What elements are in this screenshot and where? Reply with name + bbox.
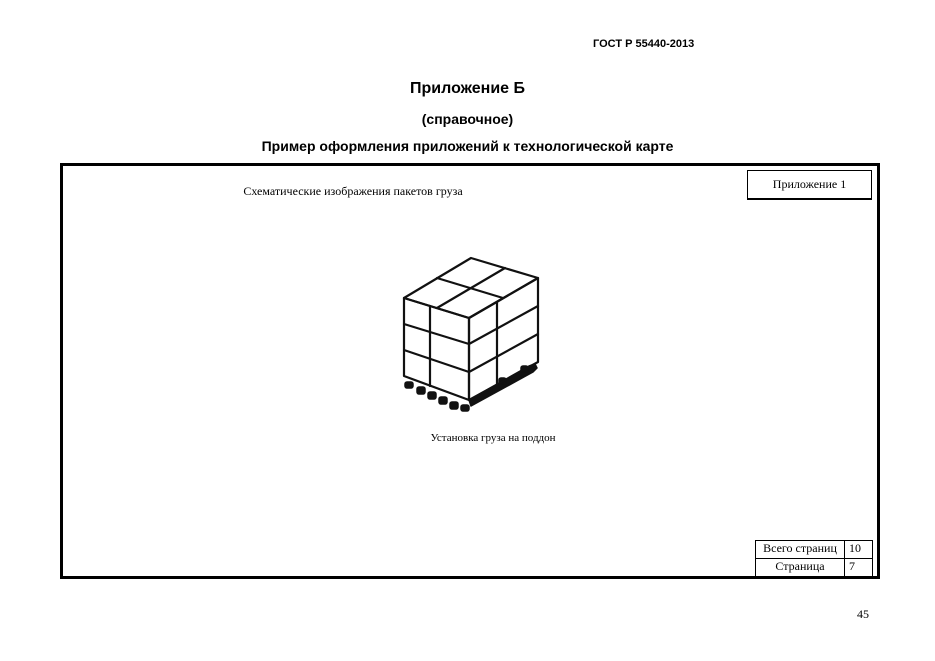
table-row xyxy=(756,559,873,577)
annex-subtitle: (справочное) xyxy=(421,111,514,127)
current-page-value: 7 xyxy=(845,559,873,577)
current-page-label: Страница xyxy=(756,559,845,577)
total-pages-value: 10 xyxy=(845,541,873,559)
schematic-title: Схематические изображения пакетов груза xyxy=(243,184,463,198)
total-pages-label: Всего страниц xyxy=(756,541,845,559)
page-number: 45 xyxy=(857,607,869,621)
appendix-label: Приложение 1 xyxy=(772,177,847,191)
form-frame xyxy=(60,163,880,579)
document-code: ГОСТ Р 55440-2013 xyxy=(593,38,695,50)
table-row xyxy=(756,541,873,559)
annex-heading: Пример оформления приложений к технологической карте xyxy=(261,138,674,154)
figure-caption: Установка груза на поддон xyxy=(430,432,556,444)
pallet-load-drawing xyxy=(401,248,551,418)
appendix-label-box xyxy=(747,170,872,200)
page-count-table xyxy=(755,540,873,577)
annex-title: Приложение Б xyxy=(410,80,525,97)
